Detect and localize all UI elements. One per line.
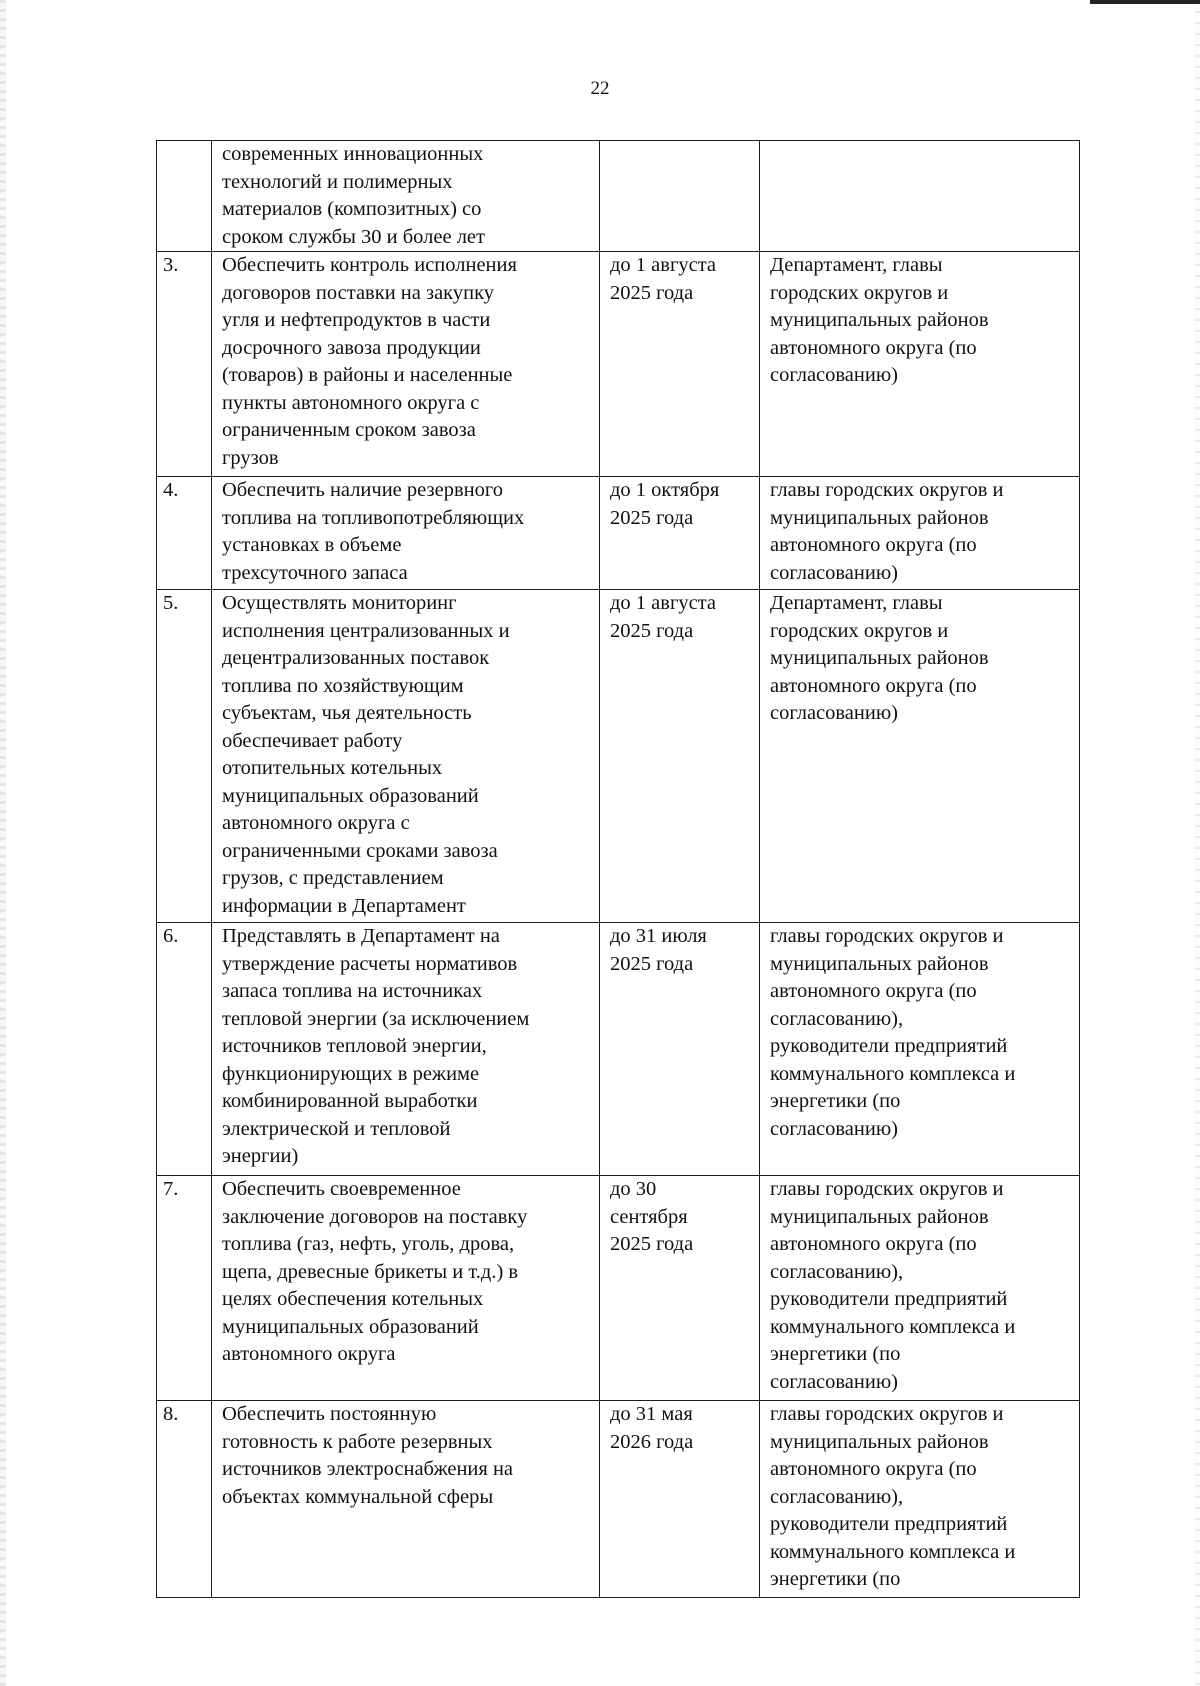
deadline-cell bbox=[600, 141, 760, 252]
deadline-line: до 31 июля bbox=[610, 925, 707, 947]
responsible-line: согласованию), bbox=[770, 1485, 904, 1508]
action-line: автономного округа с bbox=[222, 812, 410, 834]
action-line: муниципальных образований bbox=[222, 784, 479, 807]
action-line: современных инновационных bbox=[222, 143, 484, 165]
deadline-line: 2025 года bbox=[610, 1233, 694, 1255]
deadline-line: 2025 года bbox=[610, 281, 694, 304]
responsible-cell bbox=[760, 252, 1080, 477]
action-line: Обеспечить постоянную bbox=[222, 1403, 437, 1425]
action-line: источников электроснабжения на bbox=[222, 1458, 514, 1480]
responsible-cell bbox=[760, 477, 1080, 590]
action-cell bbox=[212, 252, 600, 477]
row-number: 5. bbox=[157, 590, 212, 923]
responsible-line: коммунального комплекса и bbox=[770, 1315, 1016, 1338]
table-row bbox=[157, 477, 1080, 590]
scan-edge-right bbox=[1195, 0, 1200, 1686]
deadline-line: 2025 года bbox=[610, 952, 694, 975]
action-cell bbox=[212, 1401, 600, 1598]
table-row bbox=[157, 590, 1080, 923]
action-line: Обеспечить наличие резервного bbox=[222, 479, 503, 501]
action-line: топлива (газ, нефть, уголь, дрова, bbox=[222, 1233, 515, 1255]
table-row bbox=[157, 252, 1080, 477]
responsible-line: муниципальных районов bbox=[770, 952, 989, 975]
responsible-line: коммунального комплекса и bbox=[770, 1540, 1016, 1563]
deadline-cell bbox=[600, 923, 760, 1176]
responsible-line: коммунального комплекса и bbox=[770, 1062, 1016, 1085]
responsible-line: автономного округа (по bbox=[770, 534, 977, 556]
action-line: объектах коммунальной сферы bbox=[222, 1485, 494, 1508]
action-cell bbox=[212, 923, 600, 1176]
action-line: пункты автономного округа с bbox=[222, 391, 480, 414]
table-row bbox=[157, 1401, 1080, 1598]
responsible-line: автономного округа (по bbox=[770, 1458, 977, 1480]
responsible-line: согласованию) bbox=[770, 1117, 898, 1140]
table-row bbox=[157, 923, 1080, 1176]
responsible-line: муниципальных районов bbox=[770, 647, 989, 669]
responsible-line: Департамент, главы bbox=[770, 592, 943, 614]
action-line: договоров поставки на закупку bbox=[222, 281, 494, 304]
responsible-line: муниципальных районов bbox=[770, 506, 989, 529]
action-line: автономного округа bbox=[222, 1343, 396, 1365]
action-line: источников тепловой энергии, bbox=[222, 1035, 487, 1057]
responsible-line: руководители предприятий bbox=[770, 1035, 1008, 1057]
responsible-line: автономного округа (по bbox=[770, 980, 977, 1002]
responsible-line: энергетики (по bbox=[770, 1343, 901, 1365]
row-number: 7. bbox=[157, 1176, 212, 1401]
responsible-line: автономного округа (по bbox=[770, 336, 977, 359]
deadline-line: 2026 года bbox=[610, 1430, 694, 1453]
responsible-line: главы городских округов и bbox=[770, 479, 1004, 501]
deadline-cell bbox=[600, 1401, 760, 1598]
responsible-line: главы городских округов и bbox=[770, 1403, 1004, 1425]
responsible-line: главы городских округов и bbox=[770, 925, 1004, 947]
action-line: грузов bbox=[222, 446, 279, 469]
responsible-cell bbox=[760, 1401, 1080, 1598]
deadline-line: 2025 года bbox=[610, 619, 694, 642]
responsible-cell bbox=[760, 590, 1080, 923]
responsible-cell bbox=[760, 923, 1080, 1176]
action-line: функционирующих в режиме bbox=[222, 1062, 480, 1085]
action-line: трехсуточного запаса bbox=[222, 561, 408, 584]
deadline-cell bbox=[600, 1176, 760, 1401]
action-line: ограниченным сроком завоза bbox=[222, 419, 476, 441]
action-line: обеспечивает работу bbox=[222, 729, 403, 752]
action-line: досрочного завоза продукции bbox=[222, 336, 481, 359]
responsible-line: городских округов и bbox=[770, 619, 949, 642]
action-line: Обеспечить своевременное bbox=[222, 1178, 461, 1200]
action-line: децентрализованных поставок bbox=[222, 647, 490, 669]
action-line: щепа, древесные брикеты и т.д.) в bbox=[222, 1260, 519, 1283]
action-line: энергии) bbox=[222, 1145, 299, 1167]
page-number: 22 bbox=[590, 78, 610, 99]
action-line: (товаров) в районы и населенные bbox=[222, 364, 513, 386]
action-cell bbox=[212, 141, 600, 252]
row-number bbox=[157, 141, 212, 252]
responsible-line: энергетики (по bbox=[770, 1568, 901, 1590]
action-line: топлива на топливопотребляющих bbox=[222, 506, 525, 529]
responsible-line: муниципальных районов bbox=[770, 1430, 989, 1453]
responsible-line: муниципальных районов bbox=[770, 1205, 989, 1228]
action-line: ограниченными сроками завоза bbox=[222, 839, 498, 862]
row-number: 4. bbox=[157, 477, 212, 590]
action-line: установках в объеме bbox=[222, 534, 402, 556]
responsible-line: согласованию) bbox=[770, 364, 898, 386]
responsible-cell bbox=[760, 141, 1080, 252]
responsible-line: главы городских округов и bbox=[770, 1178, 1004, 1200]
deadline-cell bbox=[600, 252, 760, 477]
action-line: готовность к работе резервных bbox=[222, 1430, 493, 1453]
responsible-line: городских округов и bbox=[770, 281, 949, 304]
responsible-line: Департамент, главы bbox=[770, 254, 943, 276]
action-line: Обеспечить контроль исполнения bbox=[222, 254, 517, 276]
action-cell bbox=[212, 1176, 600, 1401]
action-line: угля и нефтепродуктов в части bbox=[222, 309, 491, 331]
action-line: информации в Департамент bbox=[222, 894, 466, 917]
table-row bbox=[157, 1176, 1080, 1401]
action-line: утверждение расчеты нормативов bbox=[222, 952, 518, 975]
action-line: отопительных котельных bbox=[222, 757, 443, 779]
action-line: Осуществлять мониторинг bbox=[222, 592, 457, 614]
action-cell bbox=[212, 477, 600, 590]
deadline-line: до 1 августа bbox=[610, 592, 717, 614]
responsible-line: муниципальных районов bbox=[770, 309, 989, 331]
action-line: муниципальных образований bbox=[222, 1315, 479, 1338]
scan-edge-top bbox=[1090, 0, 1200, 4]
action-line: Представлять в Департамент на bbox=[222, 925, 500, 947]
responsible-line: согласованию) bbox=[770, 702, 898, 724]
responsible-line: согласованию) bbox=[770, 1370, 898, 1393]
responsible-line: руководители предприятий bbox=[770, 1288, 1008, 1310]
responsible-line: согласованию), bbox=[770, 1007, 904, 1030]
row-number: 6. bbox=[157, 923, 212, 1176]
responsible-line: согласованию) bbox=[770, 561, 898, 584]
deadline-line: сентября bbox=[610, 1205, 688, 1228]
action-line: целях обеспечения котельных bbox=[222, 1288, 484, 1310]
deadline-line: до 1 октября bbox=[610, 479, 720, 501]
row-number: 8. bbox=[157, 1401, 212, 1598]
action-line: электрической и тепловой bbox=[222, 1117, 451, 1140]
action-line: заключение договоров на поставку bbox=[222, 1205, 528, 1228]
action-plan-table bbox=[156, 140, 1080, 1598]
action-line: материалов (композитных) со bbox=[222, 198, 482, 220]
deadline-line: до 31 мая bbox=[610, 1403, 693, 1425]
responsible-line: энергетики (по bbox=[770, 1090, 901, 1112]
action-line: грузов, с представлением bbox=[222, 867, 444, 889]
action-line: сроком службы 30 и более лет bbox=[222, 225, 485, 248]
responsible-line: автономного округа (по bbox=[770, 1233, 977, 1255]
responsible-line: согласованию), bbox=[770, 1260, 904, 1283]
action-line: запаса топлива на источниках bbox=[222, 980, 483, 1002]
responsible-cell bbox=[760, 1176, 1080, 1401]
deadline-cell bbox=[600, 477, 760, 590]
action-line: комбинированной выработки bbox=[222, 1090, 478, 1112]
responsible-line: руководители предприятий bbox=[770, 1513, 1008, 1535]
action-cell bbox=[212, 590, 600, 923]
scan-edge-left bbox=[0, 0, 6, 1686]
deadline-line: до 30 bbox=[610, 1178, 657, 1200]
deadline-line: до 1 августа bbox=[610, 254, 717, 276]
table-row bbox=[157, 141, 1080, 252]
responsible-line: автономного округа (по bbox=[770, 674, 977, 697]
deadline-cell bbox=[600, 590, 760, 923]
action-line: субъектам, чья деятельность bbox=[222, 702, 472, 724]
row-number: 3. bbox=[157, 252, 212, 477]
action-line: исполнения централизованных и bbox=[222, 619, 510, 642]
action-line: тепловой энергии (за исключением bbox=[222, 1007, 530, 1030]
deadline-line: 2025 года bbox=[610, 506, 694, 529]
action-line: топлива по хозяйствующим bbox=[222, 674, 464, 697]
action-line: технологий и полимерных bbox=[222, 170, 453, 193]
